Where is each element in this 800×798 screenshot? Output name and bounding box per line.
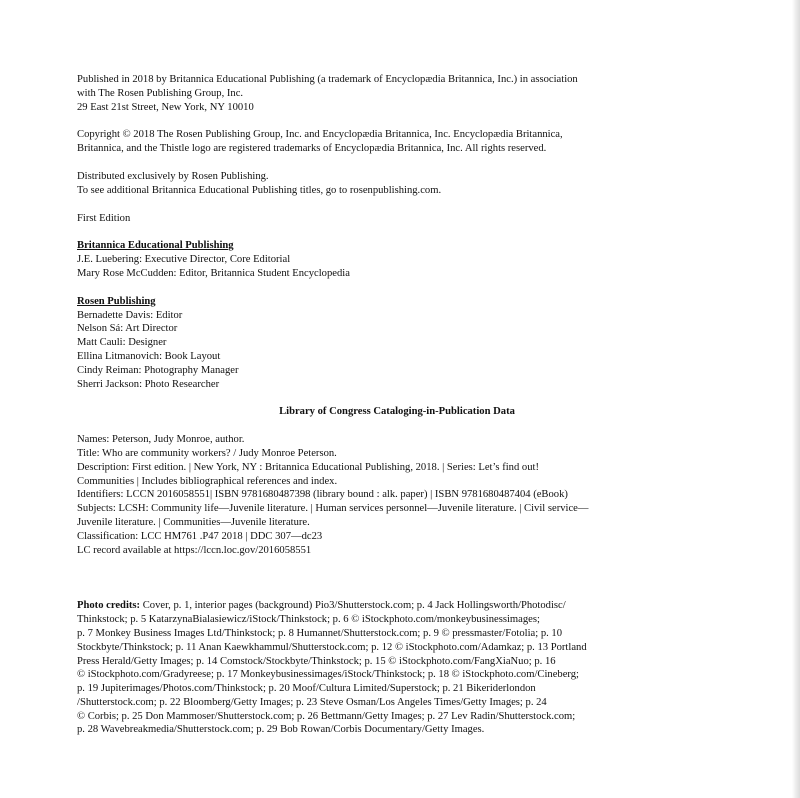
cip-line: Communities | Includes bibliographical references and index. — [77, 475, 338, 487]
cip-line: Identifiers: LCCN 2016058551| ISBN 9781680487398 (library bound : alk. paper) | ISBN 9781680487404 (eBook) — [77, 489, 568, 501]
photo-credits — [77, 599, 717, 737]
photo-credits-line: Press Herald/Getty Images; p. 14 Comstock/Stockbyte/Thinkstock; p. 15 © iStockphoto.com/FangXiaNuo; p. 16 — [77, 655, 556, 667]
distribution-info — [77, 170, 717, 198]
photo-credits-first-line-text: Cover, p. 1, interior pages (background) Pio3/Shutterstock.com; p. 4 Jack Hollingsworth/Photodisc/ — [140, 600, 566, 612]
publisher-line-2: with The Rosen Publishing Group, Inc. — [77, 87, 244, 99]
photo-credits-line: /Shutterstock.com; p. 22 Bloomberg/Getty Images; p. 23 Steve Osman/Los Angeles Times/Getty Images; p. 24 — [77, 696, 547, 708]
cip-line: LC record available at https://lccn.loc.gov/2016058551 — [77, 544, 312, 556]
photo-credits-line: p. 19 Jupiterimages/Photos.com/Thinkstock; p. 20 Moof/Cultura Limited/Superstock; p. 21 Bikeriderlondon — [77, 683, 536, 695]
cip-line: Title: Who are community workers? / Judy Monroe Peterson. — [77, 447, 337, 459]
photo-credits-line: p. 28 Wavebreakmedia/Shutterstock.com; p. 29 Bob Rowan/Corbis Documentary/Getty Images. — [77, 724, 485, 736]
staff-member: J.E. Luebering: Executive Director, Core Editorial — [77, 254, 291, 266]
copyright-line-2: Britannica, and the Thistle logo are registered trademarks of Encyclopædia Britannica, Inc. All rights reserved. — [77, 143, 547, 155]
copyright-line-1: Copyright © 2018 The Rosen Publishing Group, Inc. and Encyclopædia Britannica, Inc. Encyclopædia Britannica, — [77, 129, 563, 141]
photo-credits-line: © iStockphoto.com/Gradyreese; p. 17 Monkeybusinessimages/iStock/Thinkstock; p. 18 © iStockphoto.com/Cineberg; — [77, 669, 579, 681]
cip-line: Subjects: LCSH: Community life—Juvenile literature. | Human services personnel—Juvenile literature. | Civil service— — [77, 503, 589, 515]
staff-member: Sherri Jackson: Photo Researcher — [77, 378, 220, 390]
britannica-heading: Britannica Educational Publishing — [77, 240, 234, 252]
copyright-notice — [77, 128, 717, 156]
photo-credits-line: Thinkstock; p. 5 KatarzynaBialasiewicz/iStock/Thinkstock; p. 6 © iStockphoto.com/monkeybusinessimages; — [77, 614, 540, 626]
publisher-line-1: Published in 2018 by Britannica Educational Publishing (a trademark of Encyclopædia Britannica, Inc.) in association — [77, 74, 578, 85]
photo-credits-first-line — [77, 599, 717, 613]
staff-member: Cindy Reiman: Photography Manager — [77, 364, 239, 376]
cip-line: Names: Peterson, Judy Monroe, author. — [77, 434, 245, 446]
photo-credits-line: p. 7 Monkey Business Images Ltd/Thinkstock; p. 8 Humannet/Shutterstock.com; p. 9 © pressmaster/Fotolia; p. 10 — [77, 627, 563, 639]
britannica-staff — [77, 239, 717, 280]
edition — [77, 212, 717, 226]
photo-credits-line: © Corbis; p. 25 Don Mammoser/Shutterstock.com; p. 26 Bettmann/Getty Images; p. 27 Lev Radin/Shutterstock.com; — [77, 710, 576, 722]
staff-member: Bernadette Davis: Editor — [77, 309, 183, 321]
page-content — [77, 73, 717, 737]
staff-member: Mary Rose McCudden: Editor, Britannica Student Encyclopedia — [77, 267, 350, 279]
cip-line: Description: First edition. | New York, NY : Britannica Educational Publishing, 2018. | Series: Let’s find out! — [77, 461, 539, 473]
photo-credits-label: Photo credits: — [77, 600, 141, 612]
page-edge-shadow — [792, 0, 800, 798]
staff-member: Ellina Litmanovich: Book Layout — [77, 350, 221, 362]
cip-line: Juvenile literature. | Communities—Juvenile literature. — [77, 516, 310, 528]
cip-title: Library of Congress Cataloging-in-Publication Data — [279, 406, 515, 418]
rosen-staff — [77, 295, 717, 392]
distribution-line-1: Distributed exclusively by Rosen Publishing. — [77, 170, 269, 182]
cip-line: Classification: LCC HM761 .P47 2018 | DDC 307—dc23 — [77, 530, 323, 542]
distribution-line-2: To see additional Britannica Educational Publishing titles, go to rosenpublishing.com. — [77, 184, 442, 196]
staff-member: Matt Cauli: Designer — [77, 337, 167, 349]
publisher-address: 29 East 21st Street, New York, NY 10010 — [77, 101, 254, 113]
edition-text: First Edition — [77, 212, 131, 224]
rosen-heading: Rosen Publishing — [77, 295, 156, 307]
publisher-info — [77, 73, 717, 114]
staff-member: Nelson Sá: Art Director — [77, 323, 178, 335]
photo-credits-line: Stockbyte/Thinkstock; p. 11 Anan Kaewkhammul/Shutterstock.com; p. 12 © iStockphoto.com/Adamkaz; p. 13 Portland — [77, 641, 587, 653]
cip-data — [77, 433, 717, 557]
